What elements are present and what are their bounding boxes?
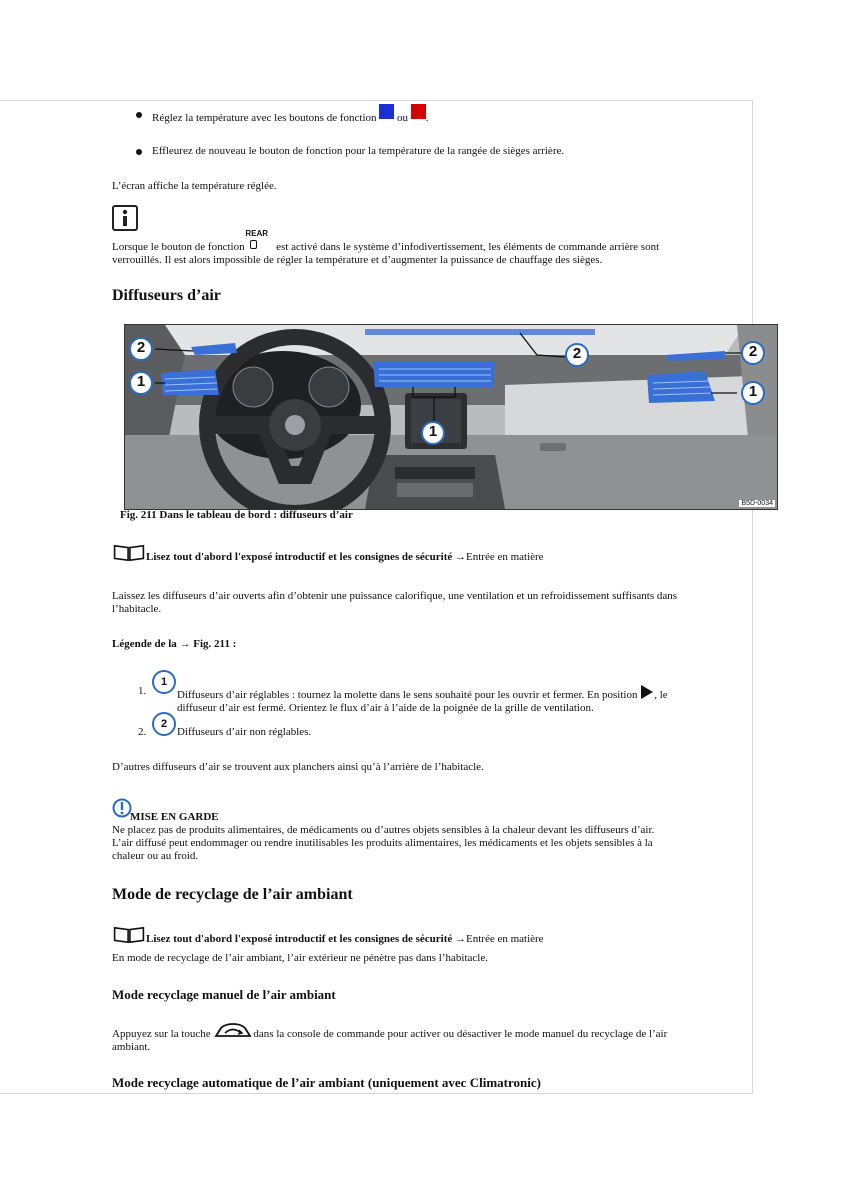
rear-button-icon: REAR <box>247 238 273 250</box>
section-title-recyclage: Mode de recyclage de l’air ambiant <box>112 886 353 903</box>
callout-1-right: 1 <box>741 381 765 405</box>
legend-item-2: Diffuseurs d’air non réglables. <box>177 726 312 738</box>
manual-recycling-text: Appuyez sur la touche dans la console de commande pour activer ou désactiver le mode manuel du recyclage de l’air ambiant. <box>112 1022 752 1054</box>
legend-item-2-number: 2. <box>138 726 147 738</box>
other-vents-text: D’autres diffuseurs d’air se trouvent aux planchers ainsi qu’à l’arrière de l’habitacle. <box>112 761 484 773</box>
manual-recycling-title: Mode recyclage manuel de l’air ambiant <box>112 987 336 1002</box>
temp-down-button-icon <box>379 104 394 119</box>
closed-position-arrow-icon <box>640 685 654 699</box>
info-note: Lorsque le bouton de fonction REAR est activé dans le système d’infodivertissement, les éléments de commande arrière sont verrouillés. Il est alors impossible de régler la température et d’augmenter la puissance de chauffage des sièges. <box>112 229 660 266</box>
callout-1-left: 1 <box>129 371 153 395</box>
bullet-1: Réglez la température avec les boutons de fonction ou . <box>152 104 429 128</box>
section-title-diffuseurs: Diffuseurs d’air <box>112 287 221 304</box>
bullet-dot <box>136 112 142 118</box>
info-icon <box>112 205 138 231</box>
dashboard-figure <box>124 324 778 510</box>
bullet-1-text: Réglez la température avec les boutons de fonction <box>152 112 377 124</box>
warning-title: MISE EN GARDE <box>130 811 219 823</box>
bullet-1-sep: ou <box>397 112 408 124</box>
figure-caption: Fig. 211 Dans le tableau de bord : diffuseurs d’air <box>120 509 353 521</box>
legend-heading: Légende de la → Fig. 211 : <box>112 638 237 650</box>
dashboard-illustration <box>125 325 777 509</box>
recirculation-button-icon <box>213 1022 253 1040</box>
legend-item-1: Diffuseurs d’air réglables : tournez la molette dans le sens souhaité pour les ouvrir et fermer. En position , le diffuseur d’air est fermé. Orientez le flux d’air à l’aide de la poignée de la grille de ventilation. <box>177 685 747 715</box>
callout-2-right: 2 <box>741 341 765 365</box>
bullet-dot <box>136 149 142 155</box>
recyclage-intro: En mode de recyclage de l’air ambiant, l’air extérieur ne pénètre pas dans l’habitacle. <box>112 952 488 964</box>
warning-icon <box>112 798 132 818</box>
warning-text: Ne placez pas de produits alimentaires, de médicaments ou d’autres objets sensibles à la chaleur devant les diffuseurs d’air. L’air diffusé peut endommager ou rendre inutilisables les produits alimentaires, les médicaments et les objets sensibles à la chaleur ou au froid. <box>112 824 655 862</box>
callout-2-left: 2 <box>129 337 153 361</box>
book-icon <box>112 544 146 562</box>
entree-en-matiere-link[interactable]: →Entrée en matière <box>455 551 544 563</box>
callout-2-center: 2 <box>565 343 589 367</box>
fig-211-link[interactable]: → Fig. 211 <box>179 638 230 650</box>
read-first-1: Lisez tout d'abord l'exposé introductif et les consignes de sécurité →Entrée en matière <box>112 544 544 563</box>
temp-up-button-icon <box>411 104 426 119</box>
screen-temp-text: L’écran affiche la température réglée. <box>112 180 277 192</box>
legend-badge-1: 1 <box>152 670 176 694</box>
callout-1-center: 1 <box>421 421 445 445</box>
bullet-2: Effleurez de nouveau le bouton de fonction pour la température de la rangée de sièges arrière. <box>152 145 565 157</box>
auto-recycling-title: Mode recyclage automatique de l’air ambiant (uniquement avec Climatronic) <box>112 1075 541 1090</box>
intro-diffuseurs: Laissez les diffuseurs d’air ouverts afin d’obtenir une puissance calorifique, une ventilation et un refroidissement suffisants dans l’habitacle. <box>112 590 678 615</box>
entree-en-matiere-link[interactable]: →Entrée en matière <box>455 933 544 945</box>
figure-code: B5D-0034 <box>741 500 773 507</box>
legend-badge-2: 2 <box>152 712 176 736</box>
read-first-2: Lisez tout d'abord l'exposé introductif et les consignes de sécurité →Entrée en matière <box>112 926 544 945</box>
legend-item-1-number: 1. <box>138 685 147 697</box>
book-icon <box>112 926 146 944</box>
